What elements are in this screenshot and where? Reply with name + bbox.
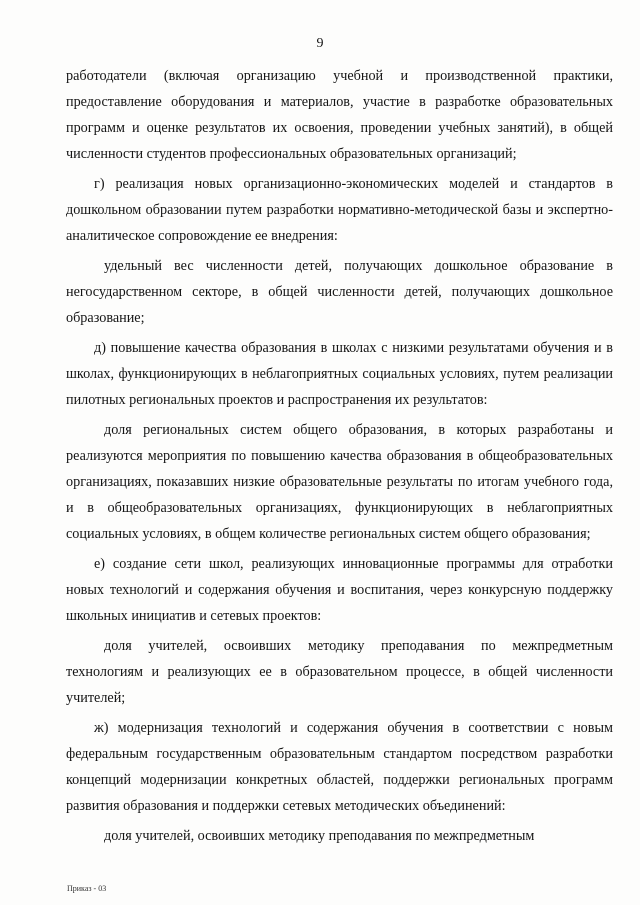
paragraph-item-d: д) повышение качества образования в школах с низкими результатами обучения и в школах, функционирующих в неблагоприятных социальных условиях, путем реализации пилотных региональных проектов и распространения их результатов:	[66, 339, 613, 408]
footer-document-label: Приказ - 03	[67, 884, 107, 893]
document-body	[66, 64, 613, 854]
paragraph-metric-regional-systems: доля региональных систем общего образования, в которых разработаны и реализуются мероприятия по повышению качества образования в общеобразовательных организациях, показавших низкие образовательные результаты по итогам учебного года, и в общеобразовательных организациях, функционирующих в неблагоприятных социальных условиях, в общем количестве региональных систем общего образования;	[66, 421, 613, 542]
paragraph-metric-preschool: удельный вес численности детей, получающих дошкольное образование в негосударственном секторе, в общей численности детей, получающих дошкольное образование;	[66, 257, 613, 326]
paragraph-metric-teachers-continued: доля учителей, освоивших методику преподавания по межпредметным	[104, 827, 535, 844]
paragraph-item-zh: ж) модернизация технологий и содержания обучения в соответствии с новым федеральным государственным образовательным стандартом посредством разработки концепций модернизации конкретных областей, поддержки региональных программ развития образования и поддержки сетевых методических объединений:	[66, 719, 613, 814]
paragraph-item-g: г) реализация новых организационно-экономических моделей и стандартов в дошкольном образовании путем разработки нормативно-методической базы и экспертно-аналитическое сопровождение ее внедрения:	[66, 175, 613, 244]
paragraph-employers-share: работодатели (включая организацию учебной и производственной практики, предоставление оборудования и материалов, участие в разработке образовательных программ и оценке результатов их освоения, проведении учебных занятий), в общей численности студентов профессиональных образовательных организаций;	[66, 68, 613, 162]
paragraph-metric-teachers: доля учителей, освоивших методику преподавания по межпредметным технологиям и реализующих ее в образовательном процессе, в общей численности учителей;	[66, 637, 613, 706]
page-number: 9	[316, 36, 324, 51]
paragraph-item-e: е) создание сети школ, реализующих инновационные программы для отработки новых технологий и содержания обучения и воспитания, через конкурсную поддержку школьных инициатив и сетевых проектов:	[66, 555, 613, 624]
